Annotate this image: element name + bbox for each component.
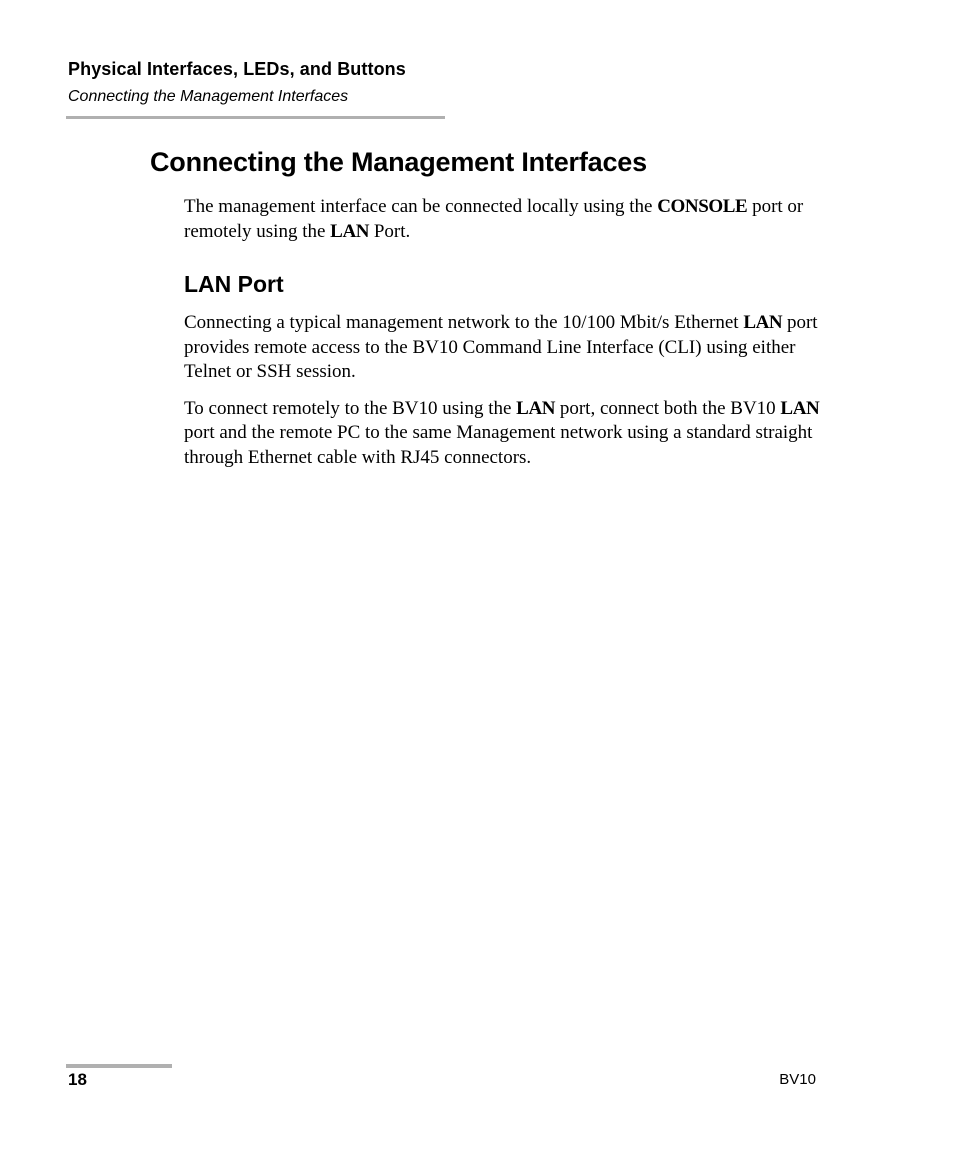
- intro-paragraph: [184, 195, 824, 244]
- intro-text-2: port or remotely using the: [184, 196, 804, 242]
- p2-text-1: To connect remotely to the BV10 using the: [184, 397, 517, 419]
- intro-text-3: Port.: [369, 220, 411, 242]
- lan-term: LAN: [330, 220, 370, 242]
- page-title: Connecting the Management Interfaces: [150, 147, 647, 177]
- product-name: BV10: [779, 1071, 816, 1088]
- console-term: CONSOLE: [657, 196, 748, 217]
- section-heading-lan-port: LAN Port: [184, 271, 284, 297]
- page-number: 18: [68, 1070, 87, 1089]
- p1-text-2: port provides remote access to the BV10 Command Line Interface (CLI) using either Telnet or SSH session.: [184, 312, 818, 382]
- lan-term: LAN: [780, 397, 820, 419]
- footer-rule: [66, 1064, 172, 1068]
- body-content: [184, 195, 824, 470]
- lan-port-paragraph-1: [184, 311, 824, 385]
- lan-term: LAN: [516, 397, 556, 419]
- running-header-section: Connecting the Management Interfaces: [68, 88, 349, 105]
- running-header: [68, 58, 448, 107]
- lan-term: LAN: [743, 312, 783, 333]
- intro-text-1: The management interface can be connected locally using the: [184, 196, 658, 217]
- lan-port-paragraph-2: [184, 397, 824, 471]
- p2-text-2: port, connect both the BV10: [555, 397, 781, 419]
- running-header-chapter: Physical Interfaces, LEDs, and Buttons: [68, 59, 406, 79]
- p1-text-1: Connecting a typical management network to the 10/100 Mbit/s Ethernet: [184, 312, 744, 333]
- header-rule: [66, 116, 445, 119]
- p2-text-3: port and the remote PC to the same Management network using a standard straight through Ethernet cable with RJ45 connectors.: [184, 422, 813, 468]
